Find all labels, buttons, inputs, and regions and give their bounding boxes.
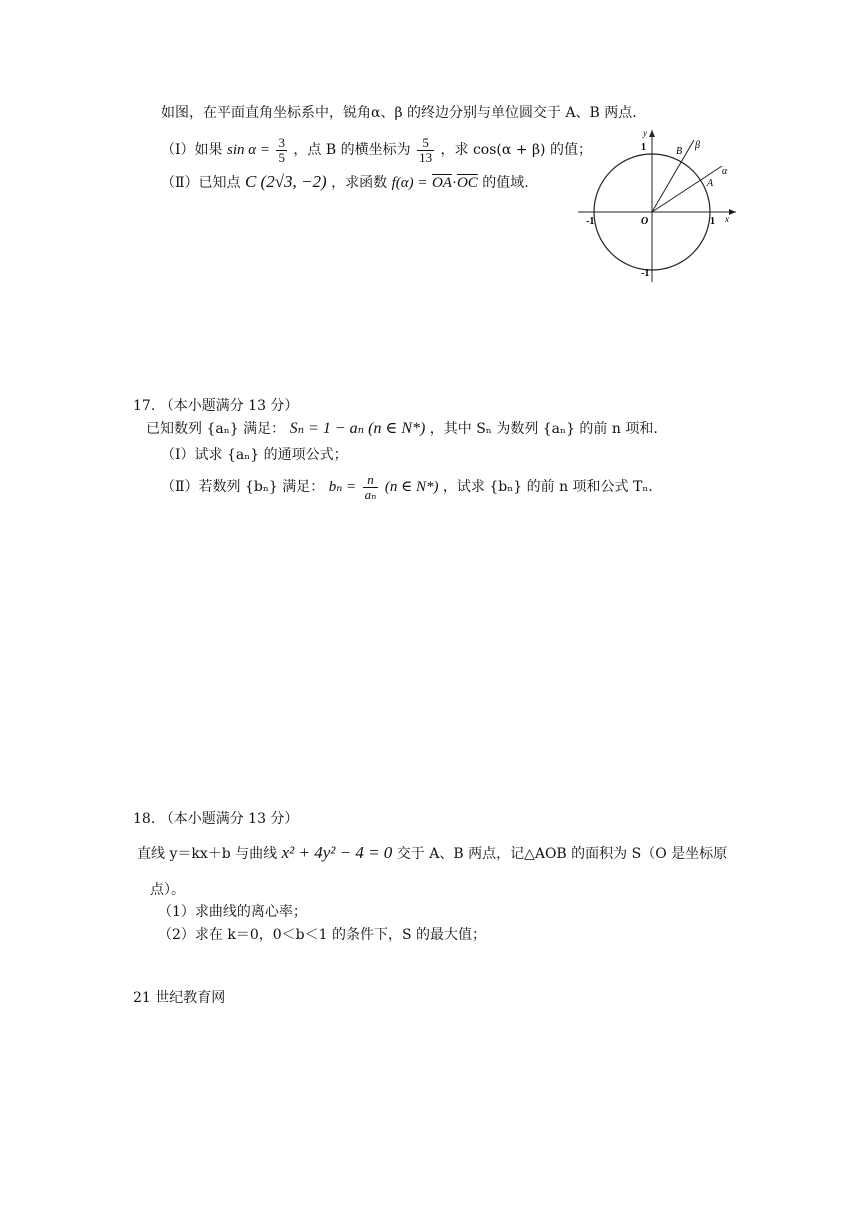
x-axis-label: x	[725, 214, 729, 224]
q18-part2: （2）求在 k＝0，0＜b＜1 的条件下，S 的最大值；	[158, 927, 487, 943]
beta-label: β	[695, 140, 700, 151]
q18-line2: 点）。	[150, 882, 185, 898]
footer-source: 21 世纪教育网	[133, 990, 226, 1006]
q17-part1: （Ⅰ）试求 {aₙ} 的通项公式；	[161, 447, 348, 463]
q17-statement: 已知数列 {aₙ} 满足： Sₙ = 1 − aₙ (n ∈ N*) ，其中 Sₙ 为数列 {aₙ} 的前 n 项和.	[146, 420, 658, 437]
q18-part1: （1）求曲线的离心率；	[158, 904, 307, 920]
unit-circle-figure	[572, 124, 742, 286]
tick-y-minus1: -1	[641, 268, 650, 279]
q18-line1: 直线 y＝kx＋b 与曲线 x² + 4y² − 4 = 0 交于 A、B 两点，记△AOB 的面积为 S（O 是坐标原	[137, 843, 728, 862]
fraction-3-5: $\frac{3}{5}$	[278, 134, 285, 165]
tick-x-minus1: -1	[586, 216, 595, 227]
point-a-label: A	[707, 178, 714, 189]
q16-part1: （Ⅰ）如果 sin α = $\frac{3}{5}$ ，点 B 的横坐标为 $\frac{5}{13}$ ，求 cos(α + β) 的值；	[161, 134, 592, 165]
q16-intro: 如图，在平面直角坐标系中，锐角α、β 的终边分别与单位圆交于 A、B 两点.	[161, 105, 637, 121]
vector-oa: $\overline{OA}$	[431, 175, 452, 191]
q18-header: 18. （本小题满分 13 分）	[133, 811, 299, 827]
fraction-5-13: $\frac{5}{13}$	[419, 134, 433, 165]
fraction-n-over-an: $\frac{n}{\text{aₙ}}$	[364, 471, 377, 502]
vector-oc: $\overline{OC}$	[456, 175, 478, 191]
q17-part2: （Ⅱ）若数列 {bₙ} 满足： bₙ = $\frac{n}{\text{aₙ}}$ (n ∈ N*) ，试求 {bₙ} 的前 n 项和公式 Tₙ.	[161, 471, 653, 502]
q17-header: 17. （本小题满分 13 分）	[133, 398, 299, 414]
tick-x-1: 1	[710, 216, 715, 227]
tick-y-1: 1	[641, 142, 646, 153]
q16-part2: （Ⅱ）已知点 C (2√3, −2) ，求函数 $f(\alpha) = \overline{OA}\cdot\overline{OC}$ 的值域.	[161, 172, 529, 191]
alpha-label: α	[722, 166, 728, 177]
y-axis-label: y	[643, 128, 647, 138]
origin-label: O	[641, 216, 649, 227]
point-b-label: B	[676, 146, 683, 157]
